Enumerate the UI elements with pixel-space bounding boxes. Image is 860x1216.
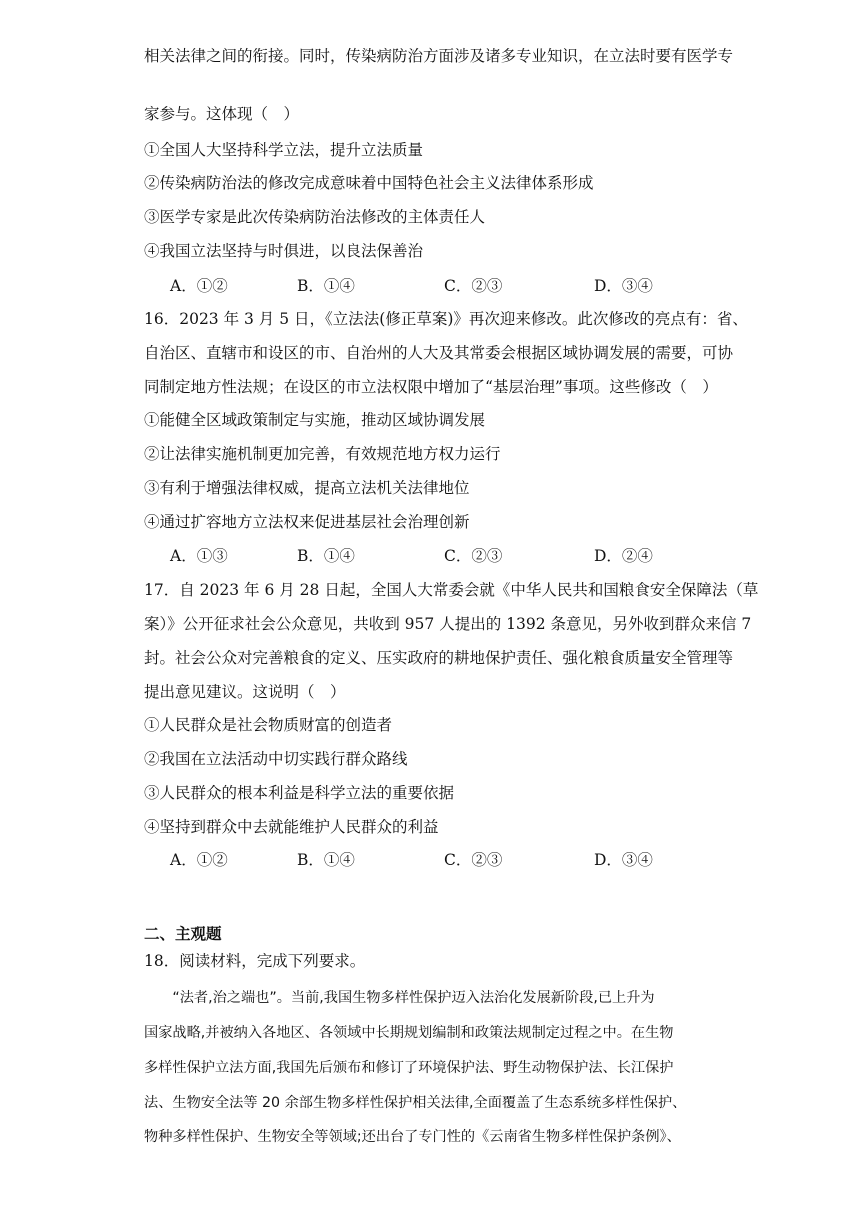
q17-statement-1: ①人民群众是社会物质财富的创造者 — [144, 716, 393, 734]
q15-statement-1: ①全国人大坚持科学立法，提升立法质量 — [144, 141, 424, 159]
q16-options — [170, 546, 730, 566]
q17-statement-4: ④坚持到群众中去就能维护人民群众的利益 — [144, 818, 439, 836]
q17-option-d[interactable]: D．③④ — [594, 851, 653, 869]
q17-options — [170, 850, 730, 870]
q17-stem-line-3: 封。社会公众对完善粮食的定义、压实政府的耕地保护责任、强化粮食质量安全管理等 — [144, 649, 734, 667]
q18-material-line-1: “法者,治之端也”。当前,我国生物多样性保护迈入法治化发展新阶段,已上升为 — [144, 990, 655, 1006]
q16-statement-3: ③有利于增强法律权威，提高立法机关法律地位 — [144, 479, 470, 497]
q17-option-c[interactable]: C．②③ — [444, 851, 503, 869]
q16-option-d[interactable]: D．②④ — [594, 547, 653, 565]
q16-stem-line-2: 自治区、直辖市和设区的市、自治州的人大及其常委会根据区域协调发展的需要，可协 — [144, 344, 734, 362]
q18-material-line-4: 法、生物安全法等 20 余部生物多样性保护相关法律,全面覆盖了生态系统多样性保护、 — [144, 1095, 687, 1111]
q16-statement-2: ②让法律实施机制更加完善，有效规范地方权力运行 — [144, 445, 501, 463]
q18-material-line-3: 多样性保护立法方面,我国先后颁布和修订了环境保护法、野生动物保护法、长江保护 — [144, 1060, 674, 1076]
q16-option-b[interactable]: B．①④ — [297, 547, 355, 565]
q16-option-c[interactable]: C．②③ — [444, 547, 503, 565]
q15-statement-4: ④我国立法坚持与时俱进，以良法保善治 — [144, 242, 424, 260]
q16-statement-4: ④通过扩容地方立法权来促进基层社会治理创新 — [144, 513, 470, 531]
q17-statement-3: ③人民群众的根本利益是科学立法的重要依据 — [144, 784, 455, 802]
q18-material-line-5: 物种多样性保护、生物安全等领域;还出台了专门性的《云南省生物多样性保护条例》、 — [144, 1129, 681, 1145]
q15-option-b[interactable]: B．①④ — [297, 277, 355, 295]
q17-statement-2: ②我国在立法活动中切实践行群众路线 — [144, 750, 408, 768]
q17-stem-line-4: 提出意见建议。这说明（ ） — [144, 683, 346, 701]
q16-stem-line-1: 16．2023 年 3 月 5 日，《立法法(修正草案)》再次迎来修改。此次修改的亮点有：省、 — [144, 310, 748, 328]
q15-option-c[interactable]: C．②③ — [444, 277, 503, 295]
q15-statement-2: ②传染病防治法的修改完成意味着中国特色社会主义法律体系形成 — [144, 174, 594, 192]
section-title: 二、主观题 — [144, 924, 222, 943]
q17-option-b[interactable]: B．①④ — [297, 851, 355, 869]
q15-stem-line-2: 家参与。这体现（ ） — [144, 105, 300, 123]
q17-stem-line-2: 案）》公开征求社会公众意见，共收到 957 人提出的 1392 条意见，另外收到群众来信 7 — [144, 615, 752, 633]
q15-option-a[interactable]: A．①② — [170, 277, 228, 295]
q15-options — [170, 276, 730, 296]
q16-statement-1: ①能健全区域政策制定与实施，推动区域协调发展 — [144, 411, 486, 429]
q15-statement-3: ③医学专家是此次传染病防治法修改的主体责任人 — [144, 208, 486, 226]
q18-stem: 18．阅读材料，完成下列要求。 — [144, 952, 366, 970]
q16-option-a[interactable]: A．①③ — [170, 547, 228, 565]
q16-stem-line-3: 同制定地方性法规；在设区的市立法权限中增加了“基层治理”事项。这些修改（ ） — [144, 378, 718, 396]
q17-option-a[interactable]: A．①② — [170, 851, 228, 869]
q17-stem-line-1: 17．自 2023 年 6 月 28 日起，全国人大常委会就《中华人民共和国粮食安全保障法（草 — [144, 581, 759, 599]
q15-stem-line-1: 相关法律之间的衔接。同时，传染病防治方面涉及诸多专业知识，在立法时要有医学专 — [144, 47, 734, 65]
q15-option-d[interactable]: D．③④ — [594, 277, 653, 295]
q18-material-line-2: 国家战略,并被纳入各地区、各领域中长期规划编制和政策法规制定过程之中。在生物 — [144, 1025, 674, 1041]
